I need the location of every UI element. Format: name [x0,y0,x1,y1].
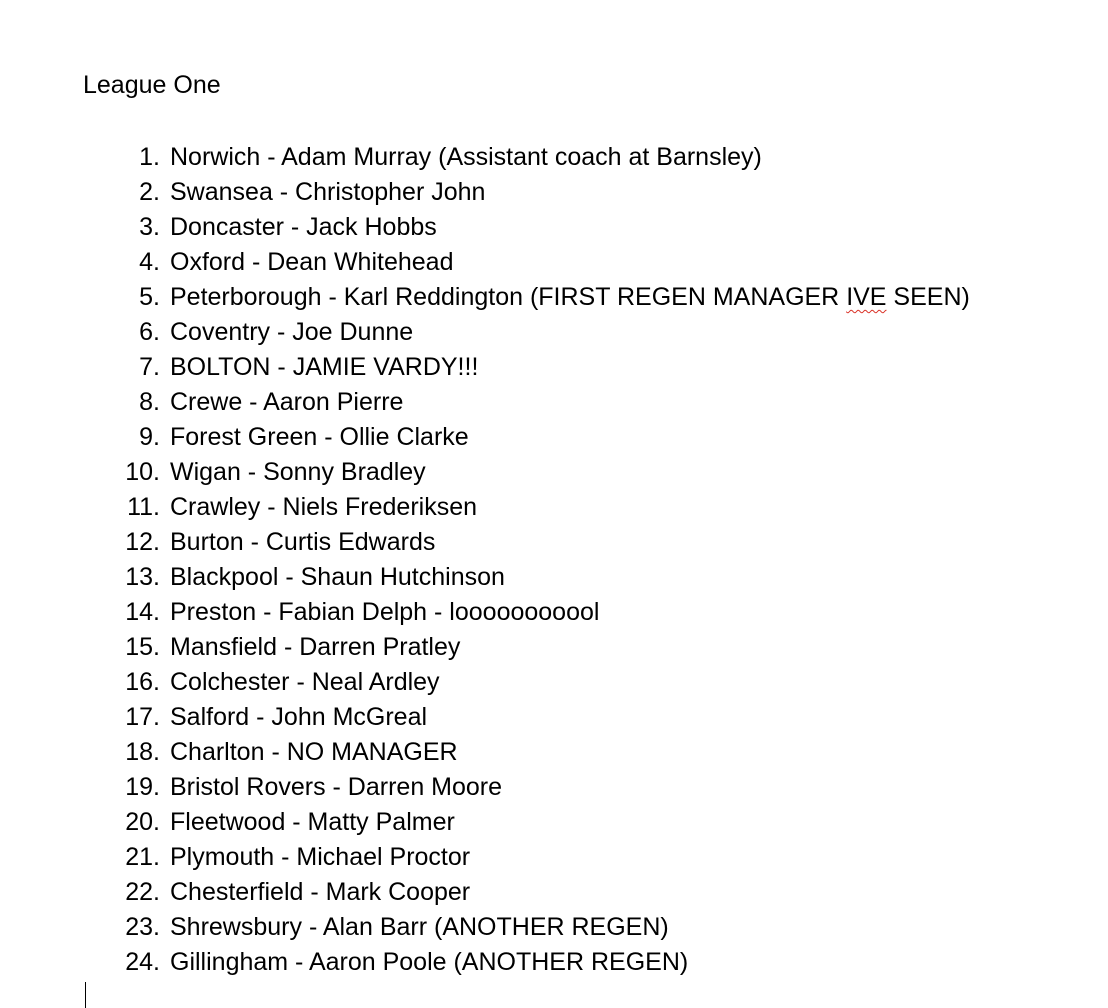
list-item-text[interactable]: Plymouth - Michael Proctor [170,843,471,871]
list-item-number: 5. [139,283,160,311]
list-item-text[interactable]: Crewe - Aaron Pierre [170,388,404,416]
list-item-text[interactable]: Preston - Fabian Delph - looooooooool [170,598,600,626]
list-item-text[interactable]: Norwich - Adam Murray (Assistant coach at Barnsley) [170,143,762,171]
list-item-number: 19. [125,773,160,801]
list-item-number: 6. [139,318,160,346]
list-item-text[interactable]: Gillingham - Aaron Poole (ANOTHER REGEN) [170,948,689,976]
list-item-number: 17. [125,703,160,731]
list-item-text[interactable]: Blackpool - Shaun Hutchinson [170,563,505,591]
spellcheck-flagged-word[interactable]: IVE [846,283,887,311]
list-item-number: 4. [139,248,160,276]
list-item-number: 23. [125,913,160,941]
document-heading: League One [83,71,221,99]
list-item-number: 10. [125,458,160,486]
list-item-number: 2. [139,178,160,206]
list-item-text[interactable]: Crawley - Niels Frederiksen [170,493,478,521]
list-item-number: 1. [139,143,160,171]
list-item-number: 20. [125,808,160,836]
list-item-text-end: SEEN) [886,283,970,311]
list-item-text[interactable]: Forest Green - Ollie Clarke [170,423,469,451]
list-item-text[interactable]: Mansfield - Darren Pratley [170,633,461,661]
list-item-number: 14. [125,598,160,626]
list-item-number: 22. [125,878,160,906]
list-item-text[interactable]: Charlton - NO MANAGER [170,738,458,766]
list-item-text-start: Peterborough - Karl Reddington (FIRST REGEN MANAGER [170,283,847,311]
list-item-number: 8. [139,388,160,416]
list-item-text[interactable]: Burton - Curtis Edwards [170,528,436,556]
list-item-number: 24. [125,948,160,976]
list-item-text[interactable]: Coventry - Joe Dunne [170,318,414,346]
list-item-text[interactable]: Chesterfield - Mark Cooper [170,878,471,906]
list-item-number: 9. [139,423,160,451]
list-item-number: 7. [139,353,160,381]
list-item-number: 12. [125,528,160,556]
list-item-number: 11. [127,493,160,521]
list-item-number: 18. [125,738,160,766]
list-item-text[interactable]: Oxford - Dean Whitehead [170,248,454,276]
list-item-text[interactable] [170,280,970,315]
list-item-text[interactable]: BOLTON - JAMIE VARDY!!! [170,353,479,381]
list-item-text[interactable]: Swansea - Christopher John [170,178,486,206]
list-item-text[interactable]: Fleetwood - Matty Palmer [170,808,455,836]
list-item-number: 15. [125,633,160,661]
list-item-text[interactable]: Wigan - Sonny Bradley [170,458,426,486]
list-item-number: 3. [139,213,160,241]
list-item-text[interactable]: Shrewsbury - Alan Barr (ANOTHER REGEN) [170,913,669,941]
list-item-text[interactable]: Bristol Rovers - Darren Moore [170,773,503,801]
list-item-text[interactable]: Colchester - Neal Ardley [170,668,440,696]
list-item-number: 21. [125,843,160,871]
list-item-number: 13. [125,563,160,591]
text-cursor [85,982,86,1008]
list-item-number: 16. [125,668,160,696]
list-item-text[interactable]: Salford - John McGreal [170,703,428,731]
list-item-text[interactable]: Doncaster - Jack Hobbs [170,213,437,241]
